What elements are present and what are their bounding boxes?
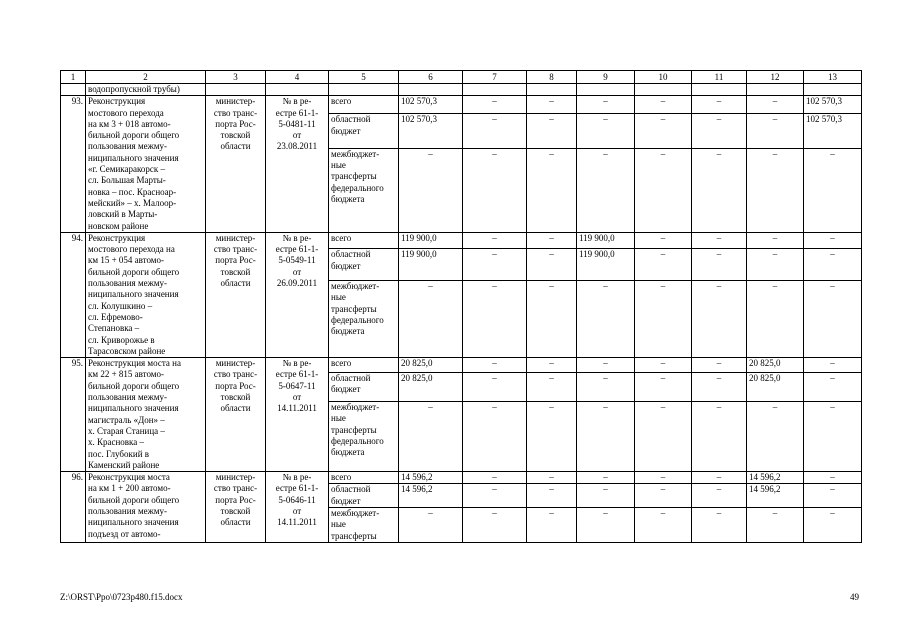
funding-source-line: федерального xyxy=(331,314,384,325)
column-number-13: 13 xyxy=(804,71,862,84)
table-row xyxy=(61,96,862,114)
funding-source-line: областной xyxy=(331,114,371,125)
registry-number-line: естре 61-1- xyxy=(275,483,319,494)
amount-cell: – xyxy=(804,401,862,471)
column-number-4: 4 xyxy=(266,71,329,84)
amount-cell: – xyxy=(577,484,635,508)
amount-cell: – xyxy=(463,232,527,248)
amount-cell: 102 570,3 xyxy=(399,96,463,114)
responsible-organization-line: ство транс- xyxy=(213,107,258,118)
cell xyxy=(329,84,399,96)
object-description xyxy=(86,472,206,543)
amount-cell: – xyxy=(692,472,747,484)
amount-cell: 119 900,0 xyxy=(577,232,635,248)
amount-cell: – xyxy=(635,484,692,508)
responsible-organization-line: порта Рос- xyxy=(215,118,256,129)
amount-cell: 20 825,0 xyxy=(399,358,463,373)
object-description-line: мейский» – х. Малоор- xyxy=(88,197,177,208)
amount-cell: – xyxy=(463,401,527,471)
object-description-line: бильной дороги общего xyxy=(88,130,180,141)
amount-cell: – xyxy=(635,280,692,357)
cell xyxy=(399,84,463,96)
cell xyxy=(61,84,86,96)
object-description-line: мостового перехода xyxy=(88,107,164,118)
amount-cell: – xyxy=(804,472,862,484)
object-description-line: ловский в Марты- xyxy=(88,209,158,220)
registry-number-line: 5-0481-11 xyxy=(278,118,316,129)
funding-source xyxy=(329,507,399,542)
funding-source-line: областной xyxy=(331,249,371,260)
amount-cell: – xyxy=(692,401,747,471)
responsible-organization-line: товской xyxy=(220,392,251,403)
object-description-line: Реконструкция xyxy=(88,96,146,107)
funding-source-line: бюджета xyxy=(331,193,365,204)
amount-cell: – xyxy=(577,280,635,357)
amount-cell: – xyxy=(804,232,862,248)
registry-number-line: от xyxy=(292,392,302,403)
registry-number-line: 5-0647-11 xyxy=(278,380,316,391)
object-description-line: на км 3 + 018 автомо- xyxy=(88,118,171,129)
object-description-line: Реконструкция моста на xyxy=(88,358,181,369)
responsible-organization-line: товской xyxy=(220,266,251,277)
column-number-8: 8 xyxy=(527,71,577,84)
object-description-line: ниципального значения xyxy=(88,289,179,300)
funding-source xyxy=(329,249,399,281)
responsible-organization-line: министер- xyxy=(215,96,256,107)
funding-source-line: трансферты xyxy=(331,303,377,314)
amount-cell: – xyxy=(804,373,862,402)
amount-cell: – xyxy=(635,401,692,471)
responsible-organization-line: министер- xyxy=(215,232,256,243)
amount-cell: – xyxy=(692,507,747,542)
funding-source-line: бюджет xyxy=(331,495,361,506)
column-number-row xyxy=(61,71,862,84)
registry-number-line: № в ре- xyxy=(282,232,312,243)
registry-number-line: 26.09.2011 xyxy=(276,278,318,289)
registry-number-line: естре 61-1- xyxy=(275,107,319,118)
amount-cell: 102 570,3 xyxy=(399,114,463,149)
amount-cell: – xyxy=(463,148,527,232)
object-description xyxy=(86,358,206,472)
cell xyxy=(635,84,692,96)
responsible-organization-line: области xyxy=(220,141,251,152)
amount-cell: – xyxy=(692,114,747,149)
amount-cell: – xyxy=(747,401,804,471)
amount-cell: – xyxy=(527,249,577,281)
footer-file-path: Z:\ORST\Ppo\0723p480.f15.docx xyxy=(60,592,183,602)
amount-cell: – xyxy=(527,484,577,508)
amount-cell: – xyxy=(527,280,577,357)
funding-source-line: бюджет xyxy=(331,384,361,395)
object-description-line: бильной дороги общего xyxy=(88,266,180,277)
amount-cell: 102 570,3 xyxy=(804,96,862,114)
amount-cell: – xyxy=(804,358,862,373)
registry-number-line: от xyxy=(292,505,302,516)
table-row xyxy=(61,472,862,484)
object-description xyxy=(86,232,206,357)
cell xyxy=(463,84,527,96)
object-description-line: ниципального значения xyxy=(88,152,179,163)
funding-source-line: ные xyxy=(331,413,346,424)
amount-cell: – xyxy=(577,358,635,373)
object-description-line: пользования межму- xyxy=(88,392,168,403)
funding-source-line: межбюджет- xyxy=(331,280,380,291)
registry-number xyxy=(266,472,329,543)
responsible-organization-line: министер- xyxy=(215,358,256,369)
amount-cell: 119 900,0 xyxy=(577,249,635,281)
cell xyxy=(692,84,747,96)
funding-source-line: ные xyxy=(331,519,346,530)
amount-cell: 20 825,0 xyxy=(747,373,804,402)
funding-source-line: ные xyxy=(331,160,346,171)
amount-cell: – xyxy=(463,280,527,357)
amount-cell: – xyxy=(463,507,527,542)
responsible-organization xyxy=(206,232,266,357)
row-number: 96. xyxy=(61,472,86,543)
amount-cell: 102 570,3 xyxy=(804,114,862,149)
object-description-line: сл. Криворожье в xyxy=(88,334,155,345)
object-description-line: пользования межму- xyxy=(88,141,168,152)
responsible-organization-line: области xyxy=(220,278,251,289)
amount-cell: – xyxy=(692,484,747,508)
continuation-text: водопропускной трубы) xyxy=(86,84,206,96)
object-description-line: бильной дороги общего xyxy=(88,494,180,505)
amount-cell: – xyxy=(692,249,747,281)
amount-cell: – xyxy=(577,401,635,471)
amount-cell: 20 825,0 xyxy=(747,358,804,373)
responsible-organization-line: порта Рос- xyxy=(215,380,256,391)
amount-cell: – xyxy=(527,472,577,484)
funding-source-line: межбюджет- xyxy=(331,401,380,412)
registry-number-line: № в ре- xyxy=(282,96,312,107)
column-number-10: 10 xyxy=(635,71,692,84)
object-description-line: Каменский районе xyxy=(88,459,160,470)
amount-cell: – xyxy=(463,358,527,373)
object-description-line: ниципального значения xyxy=(88,517,179,528)
cell xyxy=(266,84,329,96)
responsible-organization-line: области xyxy=(220,403,251,414)
object-description-line: «г. Семикаракорск – xyxy=(88,164,166,175)
amount-cell: – xyxy=(804,249,862,281)
amount-cell: – xyxy=(692,280,747,357)
continuation-row xyxy=(61,84,862,96)
column-number-5: 5 xyxy=(329,71,399,84)
amount-cell: – xyxy=(747,507,804,542)
funding-source xyxy=(329,232,399,248)
amount-cell: 119 900,0 xyxy=(399,232,463,248)
registry-number-line: № в ре- xyxy=(282,472,312,483)
object-description-line: сл. Ефремово- xyxy=(88,311,143,322)
cell xyxy=(747,84,804,96)
registry-number-line: 14.11.2011 xyxy=(277,403,317,414)
amount-cell: – xyxy=(635,358,692,373)
responsible-organization-line: порта Рос- xyxy=(215,255,256,266)
column-number-12: 12 xyxy=(747,71,804,84)
cell xyxy=(206,84,266,96)
amount-cell: – xyxy=(399,280,463,357)
responsible-organization-line: ство транс- xyxy=(213,244,258,255)
funding-source-line: областной xyxy=(331,373,371,384)
amount-cell: – xyxy=(635,249,692,281)
cell xyxy=(804,84,862,96)
object-description-line: бильной дороги общего xyxy=(88,380,180,391)
registry-number-line: естре 61-1- xyxy=(275,369,319,380)
funding-source-line: бюджет xyxy=(331,125,361,136)
amount-cell: 119 900,0 xyxy=(399,249,463,281)
amount-cell: – xyxy=(804,280,862,357)
funding-source-line: бюджета xyxy=(331,326,365,337)
column-number-7: 7 xyxy=(463,71,527,84)
registry-number-line: 5-0646-11 xyxy=(278,494,316,505)
funding-source-line: бюджета xyxy=(331,447,365,458)
funding-source-line: областной xyxy=(331,484,371,495)
amount-cell: – xyxy=(635,114,692,149)
amount-cell: – xyxy=(804,148,862,232)
amount-cell: – xyxy=(527,373,577,402)
amount-cell: – xyxy=(463,96,527,114)
object-description-line: подъезд от автомо- xyxy=(88,528,161,539)
amount-cell: 14 596,2 xyxy=(399,484,463,508)
object-description-line: Реконструкция моста xyxy=(88,472,170,483)
cell xyxy=(577,84,635,96)
object-description-line: пос. Глубокий в xyxy=(88,448,150,459)
amount-cell: – xyxy=(747,280,804,357)
amount-cell: – xyxy=(577,373,635,402)
registry-number xyxy=(266,232,329,357)
object-description-line: сл. Колушкино – xyxy=(88,300,153,311)
amount-cell: 14 596,2 xyxy=(399,472,463,484)
object-description-line: Степановка – xyxy=(88,323,140,334)
amount-cell: – xyxy=(635,232,692,248)
amount-cell: – xyxy=(635,472,692,484)
registry-number xyxy=(266,358,329,472)
amount-cell: – xyxy=(692,96,747,114)
funding-source xyxy=(329,148,399,232)
amount-cell: – xyxy=(463,114,527,149)
registry-number-line: 5-0549-11 xyxy=(278,255,316,266)
funding-source-line: межбюджет- xyxy=(331,148,380,159)
responsible-organization xyxy=(206,358,266,472)
amount-cell: – xyxy=(399,507,463,542)
amount-cell: – xyxy=(635,96,692,114)
object-description-line: х. Красновка – xyxy=(88,437,145,448)
amount-cell: – xyxy=(527,232,577,248)
amount-cell: 14 596,2 xyxy=(747,484,804,508)
object-description-line: Реконструкция xyxy=(88,232,146,243)
funding-source-line: всего xyxy=(331,358,352,369)
object-description-line: х. Старая Станица – xyxy=(88,425,165,436)
amount-cell: – xyxy=(577,507,635,542)
footer-page-number: 49 xyxy=(850,592,859,602)
amount-cell: – xyxy=(399,148,463,232)
financing-table xyxy=(60,70,862,543)
amount-cell: – xyxy=(747,232,804,248)
registry-number-line: от xyxy=(292,266,302,277)
registry-number-line: 14.11.2011 xyxy=(277,517,317,528)
funding-source-line: трансферты xyxy=(331,171,377,182)
amount-cell: – xyxy=(527,96,577,114)
object-description-line: мостового перехода на xyxy=(88,244,175,255)
registry-number-line: 23.08.2011 xyxy=(276,141,318,152)
responsible-organization-line: ство транс- xyxy=(213,369,258,380)
funding-source xyxy=(329,401,399,471)
responsible-organization xyxy=(206,472,266,543)
amount-cell: – xyxy=(747,249,804,281)
registry-number-line: № в ре- xyxy=(282,358,312,369)
amount-cell: – xyxy=(635,507,692,542)
amount-cell: – xyxy=(747,96,804,114)
funding-source xyxy=(329,373,399,402)
column-number-9: 9 xyxy=(577,71,635,84)
funding-source-line: всего xyxy=(331,96,352,107)
object-description-line: км 15 + 054 автомо- xyxy=(88,255,164,266)
funding-source xyxy=(329,484,399,508)
amount-cell: 14 596,2 xyxy=(747,472,804,484)
responsible-organization-line: области xyxy=(220,517,251,528)
amount-cell: – xyxy=(577,96,635,114)
column-number-11: 11 xyxy=(692,71,747,84)
object-description-line: км 22 + 815 автомо- xyxy=(88,369,164,380)
funding-source-line: федерального xyxy=(331,435,384,446)
object-description-line: пользования межму- xyxy=(88,278,168,289)
amount-cell: – xyxy=(527,507,577,542)
amount-cell: – xyxy=(577,114,635,149)
responsible-organization-line: порта Рос- xyxy=(215,494,256,505)
responsible-organization-line: министер- xyxy=(215,472,256,483)
amount-cell: – xyxy=(463,373,527,402)
funding-source-line: всего xyxy=(331,472,352,483)
amount-cell: – xyxy=(804,484,862,508)
funding-source-line: межбюджет- xyxy=(331,507,380,518)
funding-source-line: бюджет xyxy=(331,260,361,271)
amount-cell: – xyxy=(804,507,862,542)
column-number-6: 6 xyxy=(399,71,463,84)
amount-cell: – xyxy=(463,472,527,484)
amount-cell: – xyxy=(527,401,577,471)
funding-source-line: трансферты xyxy=(331,424,377,435)
funding-source xyxy=(329,358,399,373)
responsible-organization-line: товской xyxy=(220,130,251,141)
amount-cell: – xyxy=(463,484,527,508)
funding-source-line: всего xyxy=(331,232,352,243)
amount-cell: – xyxy=(692,148,747,232)
amount-cell: – xyxy=(692,232,747,248)
amount-cell: – xyxy=(692,358,747,373)
amount-cell: – xyxy=(635,373,692,402)
responsible-organization xyxy=(206,96,266,233)
funding-source-line: федерального xyxy=(331,182,384,193)
amount-cell: – xyxy=(399,401,463,471)
object-description-line: новском районе xyxy=(88,220,149,231)
table-row xyxy=(61,232,862,248)
object-description-line: на км 1 + 200 автомо- xyxy=(88,483,171,494)
amount-cell: – xyxy=(747,114,804,149)
amount-cell: – xyxy=(692,373,747,402)
row-number: 93. xyxy=(61,96,86,233)
registry-number-line: от xyxy=(292,130,302,141)
object-description-line: ниципального значения xyxy=(88,403,179,414)
funding-source-line: трансферты xyxy=(331,530,377,541)
row-number: 94. xyxy=(61,232,86,357)
funding-source-line: ные xyxy=(331,292,346,303)
column-number-3: 3 xyxy=(206,71,266,84)
amount-cell: 20 825,0 xyxy=(399,373,463,402)
column-number-1: 1 xyxy=(61,71,86,84)
funding-source xyxy=(329,96,399,114)
object-description-line: магистраль «Дон» – xyxy=(88,414,165,425)
object-description-line: пользования межму- xyxy=(88,505,168,516)
table-row xyxy=(61,358,862,373)
object-description-line: новка – пос. Краснoар- xyxy=(88,186,177,197)
registry-number xyxy=(266,96,329,233)
row-number: 95. xyxy=(61,358,86,472)
column-number-2: 2 xyxy=(86,71,206,84)
amount-cell: – xyxy=(577,148,635,232)
amount-cell: – xyxy=(577,472,635,484)
funding-source xyxy=(329,114,399,149)
funding-source xyxy=(329,280,399,357)
object-description-line: Тарасовском районе xyxy=(88,345,166,356)
amount-cell: – xyxy=(527,114,577,149)
object-description-line: сл. Большая Марты- xyxy=(88,175,166,186)
funding-source xyxy=(329,472,399,484)
amount-cell: – xyxy=(747,148,804,232)
cell xyxy=(527,84,577,96)
object-description xyxy=(86,96,206,233)
amount-cell: – xyxy=(527,358,577,373)
amount-cell: – xyxy=(463,249,527,281)
registry-number-line: естре 61-1- xyxy=(275,244,319,255)
amount-cell: – xyxy=(635,148,692,232)
amount-cell: – xyxy=(527,148,577,232)
responsible-organization-line: товской xyxy=(220,505,251,516)
responsible-organization-line: ство транс- xyxy=(213,483,258,494)
